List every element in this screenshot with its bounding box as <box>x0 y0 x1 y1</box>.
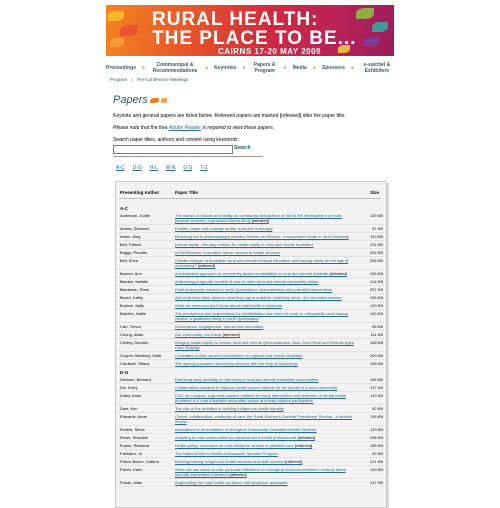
nav-separator-icon: ● <box>312 65 316 71</box>
table-row <box>116 360 386 368</box>
paper-title-link[interactable]: Ask what they want, listen to what they say and deliver what they need - it's not rocket science <box>175 295 342 300</box>
paper-title-link[interactable]: Innovations in accreditation of Aboriginal Community Controlled Health Services <box>175 427 317 432</box>
author-cell: Davison, Bernard <box>120 377 151 382</box>
author-cell: Cardwell, Tiffany <box>120 361 150 366</box>
refereed-badge: [refereed] <box>295 443 313 448</box>
leaf-decoration <box>108 11 124 21</box>
size-cell: 121 KB <box>369 459 383 464</box>
letter-link-a-c[interactable]: A-C <box>116 165 125 171</box>
banner-line-1: RURAL HEALTH: <box>152 9 319 30</box>
size-cell: 124 KB <box>369 242 383 247</box>
size-cell: 106 KB <box>369 377 383 382</box>
group-header: D-G <box>120 370 129 375</box>
subnav-program[interactable]: Program <box>110 77 128 82</box>
paper-title-link[interactable]: Health policy: outcomes for rural residents' access to palliative care [refereed] <box>175 443 313 448</box>
col-header-size: Size <box>370 190 380 195</box>
nav-sponsors[interactable]: Sponsors <box>321 65 345 71</box>
author-cell: Bullock, Sally <box>120 303 144 308</box>
table-row <box>116 294 386 302</box>
size-cell: 292 KB <box>369 250 383 255</box>
author-cell: Conley, Damien <box>120 340 149 345</box>
paper-title-link[interactable]: Our community; our future [refereed] <box>175 332 240 337</box>
table-row <box>116 434 386 442</box>
size-cell: 119 KB <box>370 467 383 472</box>
nav-proceedings[interactable]: Proceedings <box>106 65 137 71</box>
refereed-badge: [refereed] <box>329 271 347 276</box>
col-header-author: Presenting Author <box>120 190 160 195</box>
author-cell: Evans, Rebecca <box>120 443 150 448</box>
sub-nav <box>110 77 191 82</box>
table-row <box>116 323 386 331</box>
nav-separator-icon: ● <box>350 65 354 71</box>
letter-link-o-s[interactable]: O-S <box>183 165 193 171</box>
note-suffix: is required to view these papers. <box>202 125 275 131</box>
table-row <box>116 450 386 458</box>
author-cell: Butcher, Hallie <box>120 311 146 316</box>
size-cell: 119 KB <box>370 303 383 308</box>
table-row <box>116 270 386 278</box>
table-row <box>116 426 386 434</box>
conference-banner <box>106 5 394 56</box>
leaf-decoration <box>364 37 379 46</box>
nav-media[interactable]: Media <box>292 65 307 71</box>
subnav-pre-conference[interactable]: Pre-Conference Meetings <box>136 77 189 82</box>
nav-communique[interactable]: Communiqué & Recommendations <box>152 62 198 74</box>
leaf-decoration <box>120 25 138 36</box>
table-row <box>116 310 386 323</box>
paper-title-link[interactable]: The National Men's Health Ambassador Speaker Program <box>175 451 278 456</box>
refereed-badge: [refereed] <box>222 332 240 337</box>
size-cell: 97 KB <box>372 226 383 231</box>
author-cell: Felton-Busch, Catrina <box>120 459 159 464</box>
size-cell: 119 KB <box>370 213 383 218</box>
group-header: A-C <box>120 206 128 211</box>
author-cell: Chong, Alwin <box>120 332 144 337</box>
size-cell: 108 KB <box>369 340 383 345</box>
banner-dates: CAIRNS 17-20 MAY 2009 <box>218 47 321 56</box>
nav-keynotes[interactable]: Keynotes <box>214 65 237 71</box>
table-row <box>116 212 386 225</box>
size-cell: 92 KB <box>372 406 383 411</box>
table-row <box>116 376 386 384</box>
size-cell: 108 KB <box>369 361 383 366</box>
author-cell: Bell, Patrick <box>120 242 142 247</box>
author-cell: Broad, Kathy <box>120 295 144 300</box>
table-row <box>116 384 386 392</box>
nav-papers-program[interactable]: Papers & Program <box>253 62 276 74</box>
table-row <box>116 442 386 450</box>
table-row <box>116 302 386 310</box>
refereed-badge: [refereed] <box>251 218 269 223</box>
size-cell: 118 KB <box>370 414 383 419</box>
leaf-decoration <box>372 22 388 32</box>
table-row <box>116 331 386 339</box>
size-cell: 111 KB <box>370 332 383 337</box>
divider <box>113 156 263 157</box>
paper-title-link[interactable]: What we know and don't know about rural health in Australia <box>175 303 282 308</box>
paper-title-link[interactable]: Human rights - the way forward for health equity in rural and remote Australia? <box>175 242 314 247</box>
author-cell: Bell, Erica <box>120 258 139 263</box>
size-cell: 113 KB <box>370 393 383 398</box>
table-row <box>116 458 386 466</box>
table-row <box>116 225 386 233</box>
table-row <box>116 286 386 294</box>
table-row <box>116 405 386 413</box>
leaf-decoration <box>356 8 374 19</box>
refereed-badge: [refereed] <box>285 459 303 464</box>
intro-text: Keynote and general papers are listed below. Refereed papers are marked [refereed] after the paper title. <box>113 113 346 119</box>
table-row <box>116 479 386 487</box>
search-label: Search paper titles, authors and content using keywords: <box>113 137 239 143</box>
leaf-icon <box>161 98 167 103</box>
author-cell: Fonde, Allan <box>120 480 143 485</box>
table-row <box>116 257 386 270</box>
letter-link-h-l[interactable]: H-L <box>149 165 158 171</box>
paper-title-link[interactable]: Climate change: is Australian rural and remote medical education and training ready for the age of uncertainty? [refereed] <box>175 258 349 268</box>
refereed-badge: [refereed] <box>197 263 216 268</box>
refereed-badge: [refereed] <box>297 435 315 440</box>
table-row <box>116 278 386 286</box>
letter-link-m-n[interactable]: M-N <box>165 165 176 171</box>
paper-title-link[interactable]: Correlates of risky alcohol consumption in regional and remote Australia <box>175 353 303 358</box>
size-cell: 207 KB <box>369 287 383 292</box>
table-body <box>116 204 386 487</box>
paper-title-link[interactable]: Posties, paper and courage audits: rural arts in therapy <box>175 226 273 231</box>
size-cell: 96 KB <box>372 324 383 329</box>
paper-title-link[interactable]: Building/making Indigenous health students and staff success [refereed] <box>175 459 303 464</box>
table-row <box>116 249 386 257</box>
paper-title-link[interactable]: Reducing early mortality of men living in rural and remote Australian communities <box>175 377 319 382</box>
paper-title-link[interactable]: Collaborative research to improve social support options for the elderly in a rural community <box>175 385 338 390</box>
nav-esatchel[interactable]: e-satchel & Exhibitors <box>363 62 391 74</box>
letter-link-d-g[interactable]: D-G <box>132 165 142 171</box>
size-cell: 200 KB <box>369 353 383 358</box>
nav-separator-icon: ● <box>142 65 146 71</box>
paper-title-link[interactable]: Addressing pragmatic models of care to meet rural and remote community needs <box>175 279 319 284</box>
page-title <box>113 94 167 106</box>
adobe-reader-link[interactable]: Adobe Reader <box>168 125 201 131</box>
nav-separator-icon: ● <box>205 65 209 71</box>
letter-index <box>116 165 208 171</box>
paper-title-link[interactable]: A sustainable approach to community-based rehabilitation in rural and remote Australia [refereed] <box>175 271 347 276</box>
letter-link-t-z[interactable]: T-Z <box>200 165 208 171</box>
table-row <box>116 233 386 241</box>
paper-title-link[interactable]: Reaching out to disadvantaged families: Berries on Wheels - a successful model in rural Tasmania <box>175 234 349 239</box>
leaf-decoration <box>110 38 124 47</box>
adobe-note <box>113 125 393 131</box>
author-cell: Fairbairn, Jo <box>120 451 143 456</box>
author-cell: Blackman, Ross <box>120 287 149 292</box>
size-cell: 117 KB <box>370 385 383 390</box>
size-cell: 113 KB <box>370 427 383 432</box>
main-nav <box>106 60 394 76</box>
author-cell: Dix, Kerry <box>120 385 138 390</box>
page-title-text: Papers <box>113 94 148 106</box>
author-cell: Carr, Trevor <box>120 324 142 329</box>
papers-table <box>115 181 387 508</box>
paper-title-link[interactable]: Governance, engagement, and service innovation <box>175 324 264 329</box>
size-cell: 106 KB <box>369 295 383 300</box>
paper-title-link[interactable]: Choice, collaboration, continuity of care: the Rural Women's General Practitioner Service - a decade review <box>175 414 352 424</box>
size-cell: 126 KB <box>369 271 383 276</box>
table-row <box>116 241 386 249</box>
paper-title-link[interactable]: The perceptions and expectations for rehabilitation and return to work, in orthopaedic rural trauma victims: a qualitative study in north Queensland <box>175 311 348 321</box>
size-cell: 117 KB <box>370 480 383 485</box>
note-prefix: Please note that the free <box>113 125 168 131</box>
paper-title-link[interactable]: The ageing population accessing services with the help of technology <box>175 361 298 366</box>
author-cell: Einfeld, Steve <box>120 427 145 432</box>
table-row <box>116 466 386 479</box>
size-cell: 145 KB <box>369 311 383 316</box>
author-cell: Doley, Anke <box>120 393 142 398</box>
paper-title-link[interactable]: When we can wants to talk: personal reflections on managing rural communities in a study about sexually transmitted infections [refereed] <box>175 467 346 477</box>
size-cell: 106 KB <box>369 435 383 440</box>
paper-title-link[interactable]: DOC on Campus: a general practice initiative for early intervention and detection of dental health problems in a rural Australian secondary school and main student participation <box>175 393 346 403</box>
search-input[interactable] <box>113 145 233 154</box>
author-cell: Anima, Shannon <box>120 226 150 231</box>
paper-title-link[interactable]: Augmenting the rural health workforce with physician assistants <box>175 480 288 485</box>
table-row <box>116 392 386 405</box>
paper-title-link[interactable]: The role of the architect in building Indigenous health equality <box>175 406 284 411</box>
refereed-badge: [refereed] <box>229 472 247 477</box>
author-cell: Edwards, Anne <box>120 414 147 419</box>
author-cell: Briggs, Phoebe <box>120 250 148 255</box>
author-cell: Fisher, Karin <box>120 467 143 472</box>
size-cell: 206 KB <box>369 258 383 263</box>
paper-title-link[interactable]: Bringing health equity to remote rural and remote Queenslanders: Blue Care Rural and Remote Aged Care Strategy <box>175 340 354 350</box>
table-row <box>116 339 386 352</box>
paper-title-link[interactable]: Fatal motorcycle crashes in north Queensland: characteristics and potential interventions <box>175 287 333 292</box>
table-row <box>116 413 386 426</box>
nav-separator-icon: ● <box>283 65 287 71</box>
author-cell: Anderson, Judith <box>120 213 151 218</box>
paper-title-link[interactable]: Adapting to rural communities by overseas-born health professionals [refereed] <box>175 435 315 440</box>
header-divider <box>119 198 381 199</box>
author-cell: Anton, Meg <box>120 234 141 239</box>
search-button[interactable]: Search <box>234 145 251 151</box>
paper-title-link[interactable]: The impact of historic and reality on community anticipation of risk to the development of multi-purpose services: a grounded theory study [refereed] <box>175 213 343 223</box>
size-cell: 113 KB <box>370 234 383 239</box>
author-cell: Blacker, Natalie <box>120 279 148 284</box>
leaf-icon <box>150 98 159 103</box>
author-cell: Elmer, Shandell <box>120 435 149 440</box>
table-row <box>116 352 386 360</box>
size-cell: 92 KB <box>372 451 383 456</box>
size-cell: 136 KB <box>369 443 383 448</box>
nav-separator-icon: ● <box>242 65 246 71</box>
paper-title-link[interactable]: mFARMtonline: innovative farmer access to health services <box>175 250 280 255</box>
size-cell: 114 KB <box>370 279 383 284</box>
author-cell: Bonner, Ann <box>120 271 142 276</box>
subnav-separator: | <box>131 77 133 82</box>
banner-line-2: THE PLACE TO BE... <box>152 28 357 49</box>
col-header-title: Paper Title <box>175 190 198 195</box>
author-cell: Dyer, Ken <box>120 406 138 411</box>
author-cell: Cooper-Stanbury, Mark <box>120 353 162 358</box>
